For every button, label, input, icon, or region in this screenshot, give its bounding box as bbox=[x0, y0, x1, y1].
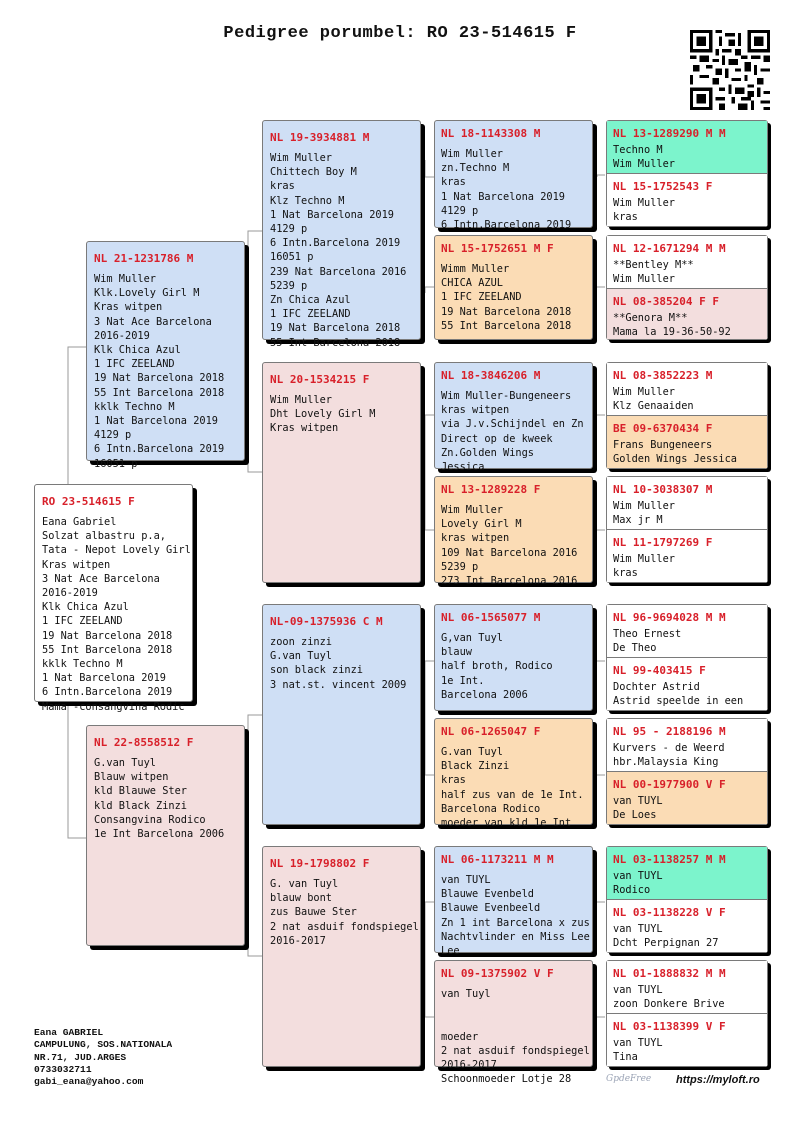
owner-address-2: NR.71, JUD.ARGES bbox=[34, 1051, 127, 1063]
ring-number: NL 06-1173211 M M bbox=[441, 853, 554, 866]
ring-number: NL 03-1138228 V F bbox=[613, 906, 726, 919]
ring-number: NL 03-1138399 V F bbox=[613, 1020, 726, 1033]
pedigree-card-gen5-7[interactable] bbox=[607, 477, 767, 529]
ring-number: NL 13-1289228 F bbox=[441, 483, 541, 496]
pedigree-card-mother[interactable] bbox=[86, 725, 245, 946]
card-info: zoon zinzi G.van Tuyl son black zinzi 3 nat.st. vincent 2009 bbox=[270, 636, 407, 691]
pedigree-card-gen5-2[interactable] bbox=[607, 174, 767, 226]
card-info: Techno M Wim Muller bbox=[613, 144, 675, 171]
pedigree-card-sire-sire[interactable] bbox=[262, 120, 421, 349]
pedigree-card-gen4-5[interactable] bbox=[434, 604, 593, 711]
card-info: **Genora M** Mama la 19-36-50-92 bbox=[613, 312, 731, 339]
pedigree-card-gen5-1[interactable] bbox=[607, 121, 767, 173]
pedigree-card-dam-sire[interactable] bbox=[262, 604, 421, 825]
ring-number: RO 23-514615 F bbox=[42, 495, 135, 508]
pedigree-card-gen5-6[interactable] bbox=[607, 416, 767, 468]
ring-number: BE 09-6370434 F bbox=[613, 422, 713, 435]
card-info: van TUYL Blauwe Evenbeld Blauwe Evenbeeld Zn 1 int Barcelona x zus Nachtvlinder en Miss Lee Lee bbox=[441, 874, 590, 958]
ring-number: NL 19-3934881 M bbox=[270, 131, 370, 144]
ring-number: NL 11-1797269 F bbox=[613, 536, 713, 549]
ring-number: NL 00-1977900 V F bbox=[613, 778, 726, 791]
pedigree-pair-gen5-7 bbox=[606, 846, 768, 953]
pedigree-pair-gen5-1 bbox=[606, 120, 768, 227]
card-info: van TUYL Rodico bbox=[613, 870, 663, 897]
ring-number: NL 08-3852223 M bbox=[613, 369, 713, 382]
owner-contact bbox=[34, 1027, 172, 1088]
pedigree-pair-gen5-8 bbox=[606, 960, 768, 1067]
card-info: Wim Muller kras bbox=[613, 197, 675, 224]
card-info: Eana Gabriel Solzat albastru p.a, Tata - Nepot Lovely Girl Kras witpen 3 Nat Ace Barcelona 2016-2019 Klk Chica Azul 1 IFC ZEELAND 19 Nat Barcelona 2018 55 Int Barcelona 2018 kklk Techno M 1 Nat Barcelona 2019 6 Intn.Barcelona 2019 Mama -consangvina Rodic bbox=[42, 516, 191, 713]
pedigree-card-gen5-3[interactable] bbox=[607, 236, 767, 288]
card-info: G.van Tuyl Black Zinzi kras half zus van de 1e Int. Barcelona Rodico moeder van kld 1e Int bbox=[441, 746, 584, 830]
ring-number: NL 18-3846206 M bbox=[441, 369, 541, 382]
pedigree-card-gen5-4[interactable] bbox=[607, 289, 767, 339]
card-info: van Tuyl moeder 2 nat asduif fondspiegel 2016-2017 Schoonmoeder Lotje 28 bbox=[441, 988, 590, 1086]
pedigree-card-gen5-13[interactable] bbox=[607, 847, 767, 899]
card-info: Wim Muller Klk.Lovely Girl M Kras witpen 3 Nat Ace Barcelona 2016-2019 Klk Chica Azul 1 IFC ZEELAND 19 Nat Barcelona 2018 55 Int Barcelona 2018 kklk Techno M 1 Nat Barcelona 2019 4129 p 6 Intn.Barcelona 2019 16051 p bbox=[94, 273, 225, 470]
pedigree-card-father[interactable] bbox=[86, 241, 245, 470]
owner-address: CAMPULUNG, SOS.NATIONALA bbox=[34, 1039, 173, 1051]
ring-number: NL 22-8558512 F bbox=[94, 736, 194, 749]
pedigree-pair-gen5-2 bbox=[606, 235, 768, 340]
pedigree-pair-gen5-4 bbox=[606, 476, 768, 583]
card-info: van TUYL zoon Donkere Brive bbox=[613, 984, 725, 1011]
card-info: Dochter Astrid Astrid speelde in een bbox=[613, 681, 744, 708]
pedigree-card-sire-dam[interactable] bbox=[262, 362, 421, 583]
card-info: Wim Muller-Bungeneers kras witpen via J.v.Schijndel en Zn Direct op de kweek Zn.Golden Wings Jessica bbox=[441, 390, 584, 474]
ring-number: NL 08-385204 F F bbox=[613, 295, 719, 308]
card-info: Wim Muller zn.Techno M kras 1 Nat Barcelona 2019 4129 p 6 Intn.Barcelona 2019 bbox=[441, 148, 572, 232]
card-info: G. van Tuyl blauw bont zus Bauwe Ster 2 nat asduif fondspiegel 2016-2017 bbox=[270, 878, 419, 947]
card-info: Wim Muller Max jr M bbox=[613, 500, 675, 527]
card-info: Wim Muller Klz Genaaiden bbox=[613, 386, 694, 413]
ring-number: NL 06-1265047 F bbox=[441, 725, 541, 738]
ring-number: NL 95 - 2188196 M bbox=[613, 725, 726, 738]
card-info: Wimm Muller CHICA AZUL 1 IFC ZEELAND 19 Nat Barcelona 2018 55 Int Barcelona 2018 bbox=[441, 263, 572, 332]
card-info: Wim Muller Chittech Boy M kras Klz Techno M 1 Nat Barcelona 2019 4129 p 6 Intn.Barcelona 2019 16051 p 239 Nat Barcelona 2016 5239 p Zn Chica Azul 1 IFC ZEELAND 19 Nat Barcelona 2018 55 Int Barcelona 2018 bbox=[270, 152, 407, 349]
pedigree-card-gen5-12[interactable] bbox=[607, 772, 767, 824]
pedigree-card-gen4-2[interactable] bbox=[434, 235, 593, 340]
card-info: van TUYL Tina bbox=[613, 1037, 663, 1064]
ring-number: NL 21-1231786 M bbox=[94, 252, 194, 265]
website-link[interactable]: https://myloft.ro bbox=[676, 1074, 760, 1086]
card-info: Frans Bungeneers Golden Wings Jessica bbox=[613, 439, 737, 466]
ring-number: NL 15-1752651 M F bbox=[441, 242, 554, 255]
owner-phone: 0733032711 bbox=[34, 1063, 92, 1075]
ring-number: NL 01-1888832 M M bbox=[613, 967, 726, 980]
pedigree-card-gen4-7[interactable] bbox=[434, 846, 593, 958]
qr-code-icon bbox=[690, 30, 770, 110]
pedigree-card-gen4-3[interactable] bbox=[434, 362, 593, 474]
ring-number: NL 10-3038307 M bbox=[613, 483, 713, 496]
owner-email[interactable]: gabi_eana@yahoo.com bbox=[34, 1076, 144, 1088]
ring-number: NL 03-1138257 M M bbox=[613, 853, 726, 866]
pedigree-card-gen5-9[interactable] bbox=[607, 605, 767, 657]
card-info: Wim Muller Lovely Girl M kras witpen 109 Nat Barcelona 2016 5239 p 273 Int Barcelona 2016 bbox=[441, 504, 578, 588]
pedigree-pair-gen5-3 bbox=[606, 362, 768, 469]
pedigree-pair-gen5-5 bbox=[606, 604, 768, 711]
pedigree-card-gen5-8[interactable] bbox=[607, 530, 767, 582]
owner-name: Eana GABRIEL bbox=[34, 1027, 104, 1038]
pedigree-card-gen4-8[interactable] bbox=[434, 960, 593, 1086]
card-info: van TUYL Dcht Perpignan 27 bbox=[613, 923, 719, 950]
ring-number: NL 20-1534215 F bbox=[270, 373, 370, 386]
page-title: Pedigree porumbel: RO 23-514615 F bbox=[223, 24, 577, 43]
signature: GpdeFree bbox=[606, 1074, 652, 1084]
ring-number: NL 12-1671294 M M bbox=[613, 242, 726, 255]
ring-number: NL 19-1798802 F bbox=[270, 857, 370, 870]
card-info: Wim Muller kras bbox=[613, 553, 675, 580]
card-info: van TUYL De Loes bbox=[613, 795, 663, 822]
card-info: Theo Ernest De Theo bbox=[613, 628, 682, 655]
ring-number: NL-09-1375936 C M bbox=[270, 615, 383, 628]
card-info: Kurvers - de Weerd hbr.Malaysia King bbox=[613, 742, 725, 769]
ring-number: NL 99-403415 F bbox=[613, 664, 706, 677]
ring-number: NL 06-1565077 M bbox=[441, 611, 541, 624]
card-info: G.van Tuyl Blauw witpen kld Blauwe Ster kld Black Zinzi Consangvina Rodico 1e Int Barcelona 2006 bbox=[94, 757, 225, 841]
ring-number: NL 15-1752543 F bbox=[613, 180, 713, 193]
ring-number: NL 13-1289290 M M bbox=[613, 127, 726, 140]
pedigree-card-gen5-11[interactable] bbox=[607, 719, 767, 771]
ring-number: NL 18-1143308 M bbox=[441, 127, 541, 140]
pedigree-card-subject[interactable] bbox=[34, 484, 193, 713]
pedigree-card-gen5-5[interactable] bbox=[607, 363, 767, 415]
pedigree-card-gen5-10[interactable] bbox=[607, 658, 767, 710]
pedigree-card-gen4-1[interactable] bbox=[434, 120, 593, 232]
pedigree-card-gen5-16[interactable] bbox=[607, 1014, 767, 1066]
pedigree-card-gen4-6[interactable] bbox=[434, 718, 593, 830]
ring-number: NL 09-1375902 V F bbox=[441, 967, 554, 980]
pedigree-card-gen5-14[interactable] bbox=[607, 900, 767, 952]
card-info: G,van Tuyl blauw half broth, Rodico 1e Int. Barcelona 2006 bbox=[441, 632, 553, 701]
card-info: Wim Muller Dht Lovely Girl M Kras witpen bbox=[270, 394, 376, 435]
pedigree-card-gen5-15[interactable] bbox=[607, 961, 767, 1013]
pedigree-card-gen4-4[interactable] bbox=[434, 476, 593, 588]
pedigree-pair-gen5-6 bbox=[606, 718, 768, 825]
pedigree-card-dam-dam[interactable] bbox=[262, 846, 421, 1067]
ring-number: NL 96-9694028 M M bbox=[613, 611, 726, 624]
card-info: **Bentley M** Wim Muller bbox=[613, 259, 694, 286]
